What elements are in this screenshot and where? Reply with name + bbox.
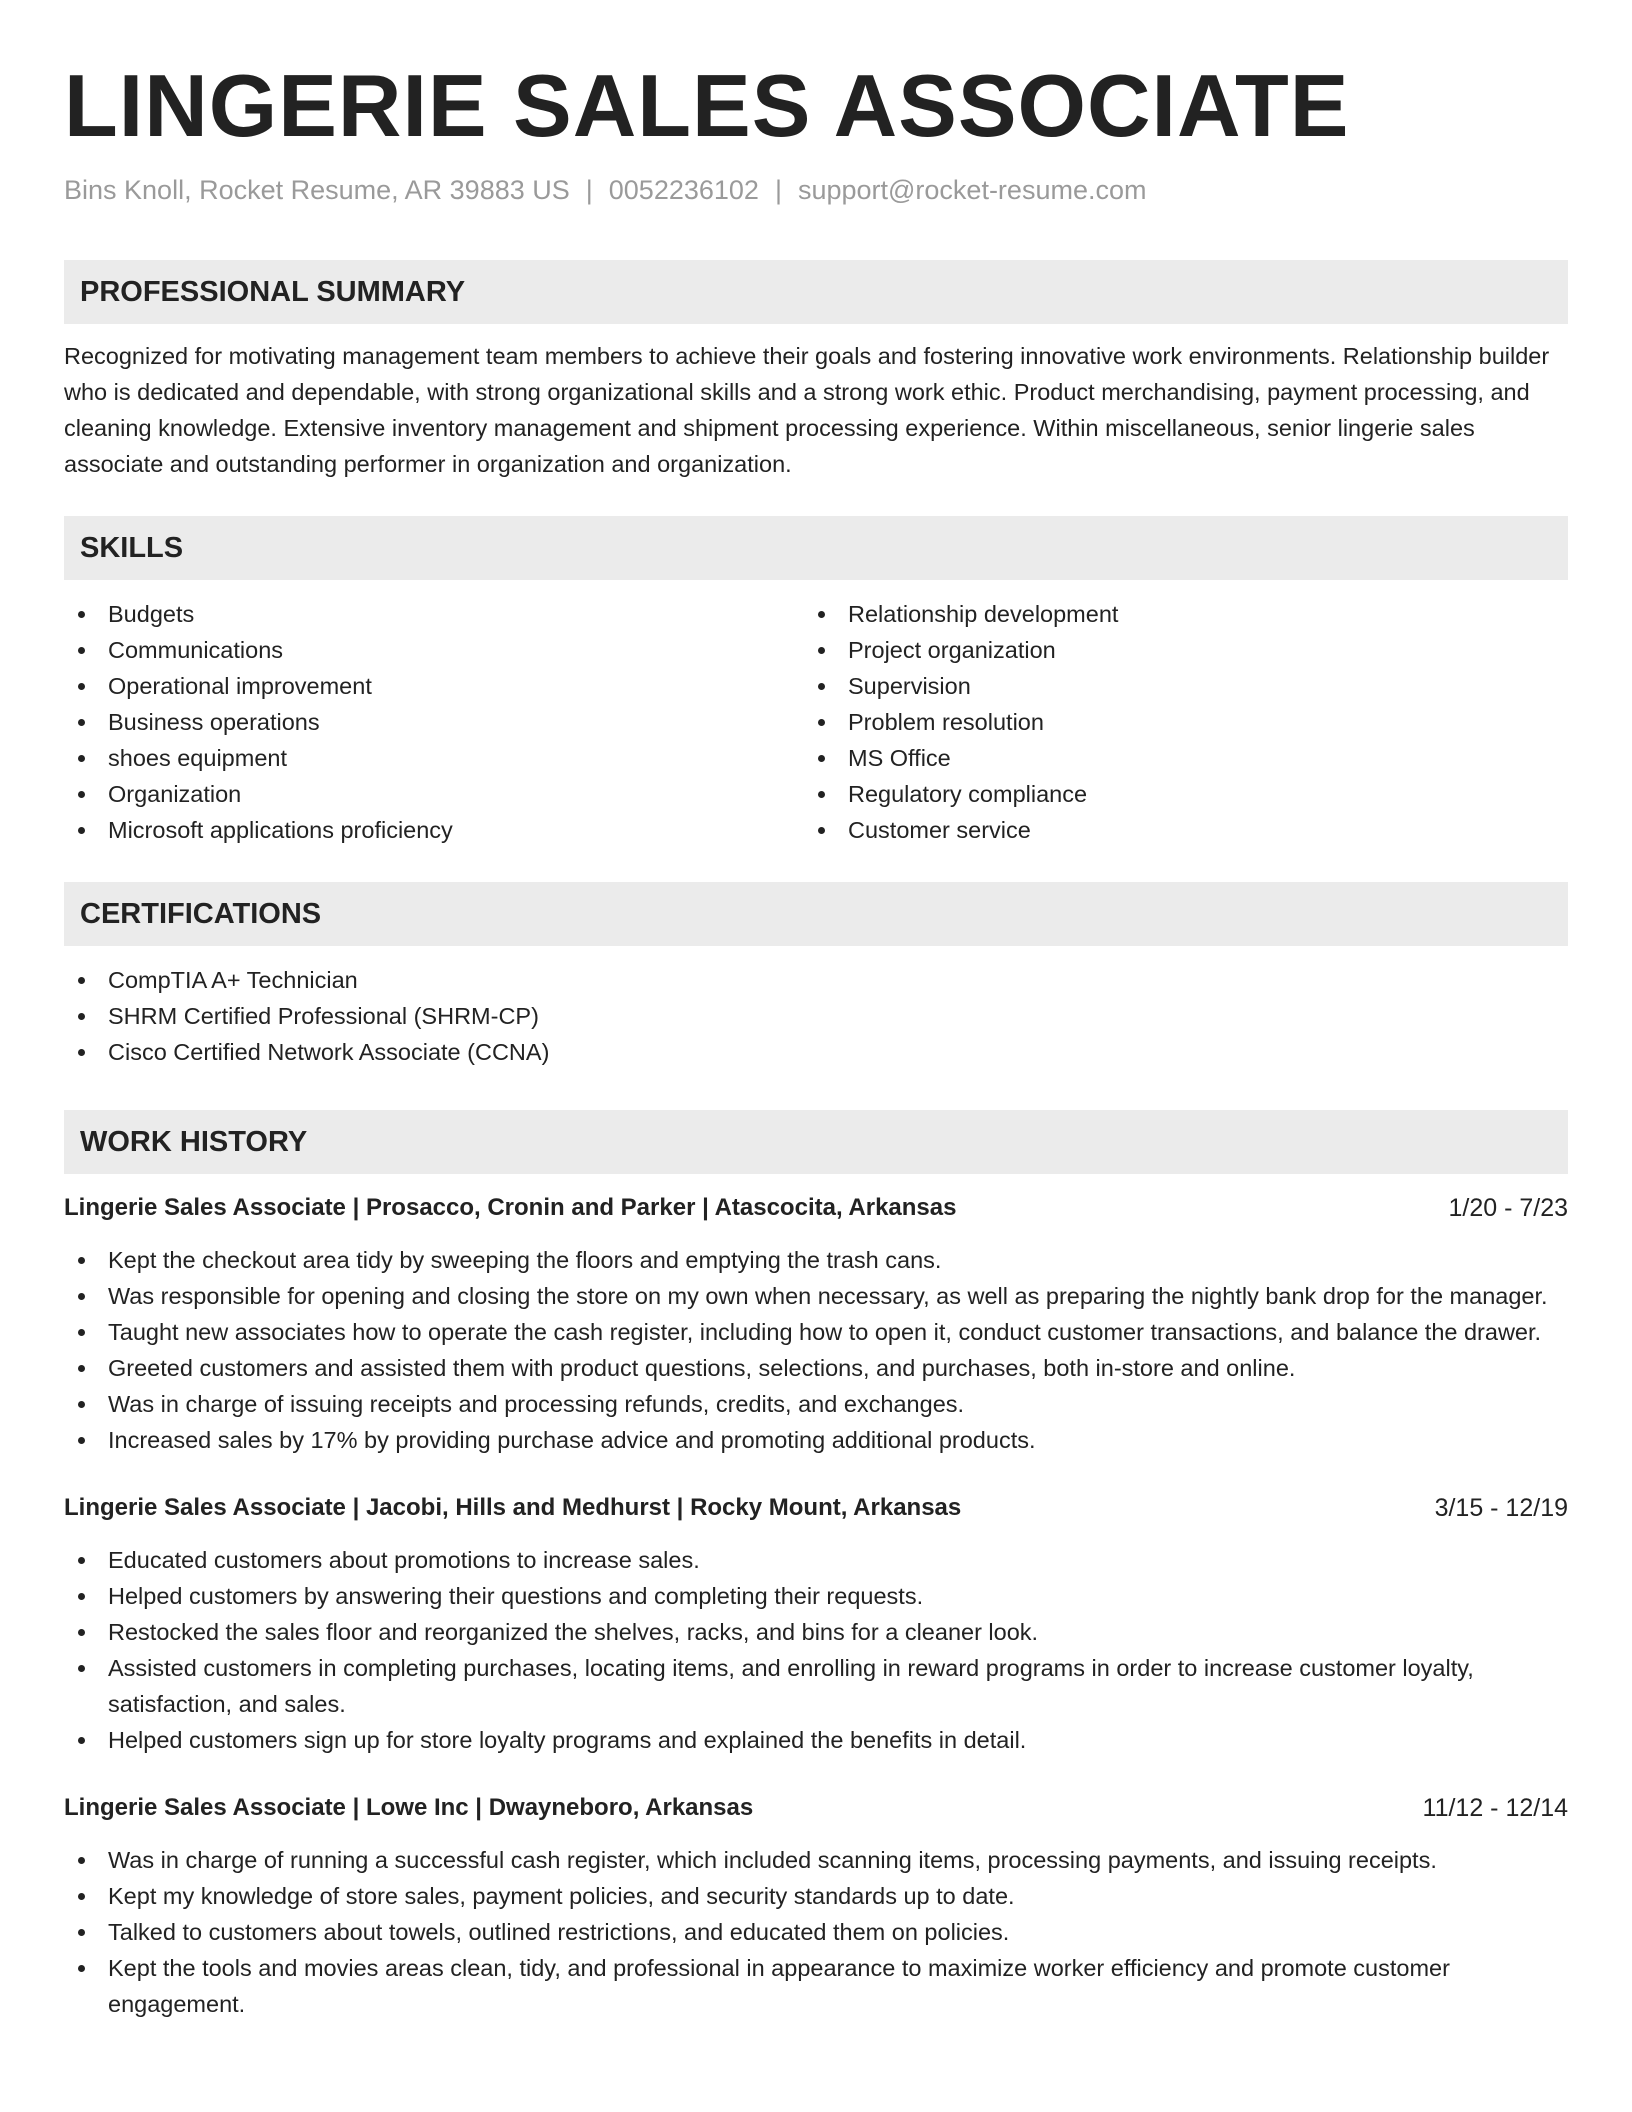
section-header-certifications: CERTIFICATIONS [64, 882, 1568, 946]
skill-item: Operational improvement [64, 668, 804, 704]
contact-address: Bins Knoll, Rocket Resume, AR 39883 US [64, 175, 570, 205]
skill-item: shoes equipment [64, 740, 804, 776]
job-entry [64, 1490, 1568, 1758]
skills-list-right [804, 596, 1544, 848]
job-dates: 1/20 - 7/23 [1448, 1194, 1568, 1222]
job-bullet-list [64, 1242, 1568, 1458]
skill-item: Organization [64, 776, 804, 812]
skill-item: Project organization [804, 632, 1544, 668]
skill-item: Communications [64, 632, 804, 668]
job-bullet: Kept my knowledge of store sales, payment policies, and security standards up to date. [64, 1878, 1568, 1914]
job-entry [64, 1790, 1568, 2022]
job-bullet: Was in charge of issuing receipts and processing refunds, credits, and exchanges. [64, 1386, 1568, 1422]
job-header [64, 1190, 1568, 1226]
contact-phone: 0052236102 [608, 175, 759, 205]
job-bullet: Helped customers by answering their questions and completing their requests. [64, 1578, 1568, 1614]
job-bullet: Kept the tools and movies areas clean, tidy, and professional in appearance to maximize worker efficiency and promote customer engagement. [64, 1950, 1568, 2022]
skill-item: Problem resolution [804, 704, 1544, 740]
job-header [64, 1490, 1568, 1526]
job-entry [64, 1190, 1568, 1458]
job-bullet: Assisted customers in completing purchases, locating items, and enrolling in reward programs in order to increase customer loyalty, satisfaction, and sales. [64, 1650, 1568, 1722]
job-heading: Lingerie Sales Associate | Jacobi, Hills and Medhurst | Rocky Mount, Arkansas [64, 1494, 962, 1521]
skills-list-left [64, 596, 804, 848]
job-header [64, 1790, 1568, 1826]
job-bullet-list [64, 1842, 1568, 2022]
job-bullet: Taught new associates how to operate the cash register, including how to open it, conduct customer transactions, and balance the drawer. [64, 1314, 1568, 1350]
job-heading: Lingerie Sales Associate | Prosacco, Cronin and Parker | Atascocita, Arkansas [64, 1194, 957, 1221]
summary-text: Recognized for motivating management team members to achieve their goals and fostering innovative work environments. Relationship builder who is dedicated and dependable, with strong organizational skills and a strong work ethic. Product merchandising, payment processing, and cleaning knowledge. Extensive inventory management and shipment processing experience. Within miscellaneous, senior lingerie sales associate and outstanding performer in organization and organization. [64, 343, 1550, 477]
job-bullet: Greeted customers and assisted them with product questions, selections, and purchases, both in-store and online. [64, 1350, 1568, 1386]
job-bullet: Was in charge of running a successful cash register, which included scanning items, processing payments, and issuing receipts. [64, 1842, 1568, 1878]
certification-item: SHRM Certified Professional (SHRM-CP) [64, 998, 1568, 1034]
contact-line [64, 172, 1568, 208]
certifications-list [64, 962, 1568, 1070]
certification-item: Cisco Certified Network Associate (CCNA) [64, 1034, 1568, 1070]
section-header-summary: PROFESSIONAL SUMMARY [64, 260, 1568, 324]
skill-item: Supervision [804, 668, 1544, 704]
skill-item: Customer service [804, 812, 1544, 848]
section-header-skills: SKILLS [64, 516, 1568, 580]
job-dates: 3/15 - 12/19 [1434, 1494, 1568, 1522]
job-bullet-list [64, 1542, 1568, 1758]
skill-item: Business operations [64, 704, 804, 740]
job-bullet: Educated customers about promotions to increase sales. [64, 1542, 1568, 1578]
skills-grid [64, 596, 1568, 848]
certification-item: CompTIA A+ Technician [64, 962, 1568, 998]
contact-separator: | [585, 175, 593, 205]
job-bullet: Talked to customers about towels, outlined restrictions, and educated them on policies. [64, 1914, 1568, 1950]
skill-item: Budgets [64, 596, 804, 632]
job-bullet: Kept the checkout area tidy by sweeping the floors and emptying the trash cans. [64, 1242, 1568, 1278]
job-bullet: Helped customers sign up for store loyalty programs and explained the benefits in detail. [64, 1722, 1568, 1758]
resume-title: LINGERIE SALES ASSOCIATE [64, 56, 1350, 155]
job-heading: Lingerie Sales Associate | Lowe Inc | Dwayneboro, Arkansas [64, 1794, 754, 1821]
job-bullet: Increased sales by 17% by providing purchase advice and promoting additional products. [64, 1422, 1568, 1458]
job-bullet: Was responsible for opening and closing the store on my own when necessary, as well as preparing the nightly bank drop for the manager. [64, 1278, 1568, 1314]
skill-item: Regulatory compliance [804, 776, 1544, 812]
contact-email: support@rocket-resume.com [797, 175, 1147, 205]
job-dates: 11/12 - 12/14 [1422, 1794, 1568, 1822]
contact-separator: | [774, 175, 782, 205]
skill-item: MS Office [804, 740, 1544, 776]
job-bullet: Restocked the sales floor and reorganized the shelves, racks, and bins for a cleaner look. [64, 1614, 1568, 1650]
skill-item: Microsoft applications proficiency [64, 812, 804, 848]
section-header-work-history: WORK HISTORY [64, 1110, 1568, 1174]
skill-item: Relationship development [804, 596, 1544, 632]
